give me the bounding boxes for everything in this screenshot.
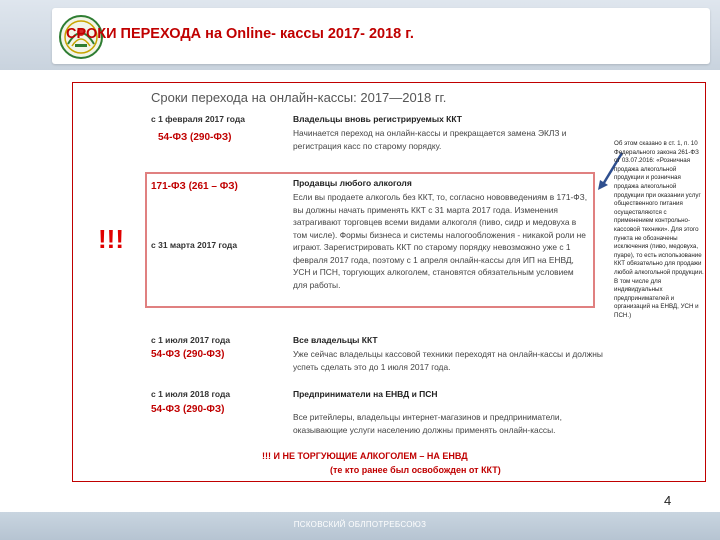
slide-title: СРОКИ ПЕРЕХОДА на Online- кассы 2017- 2018 г.: [66, 26, 414, 42]
row-body: Начинается переход на онлайн-кассы и прекращается замена ЭКЛЗ и регистрация касс по старому порядку.: [293, 128, 567, 151]
content-heading: Сроки перехода на онлайн-кассы: 2017—2018 гг.: [151, 90, 447, 105]
row-period: с 31 марта 2017 года: [151, 240, 238, 250]
row-head: Продавцы любого алкоголя: [293, 178, 412, 188]
row-law: 54-ФЗ (290-ФЗ): [151, 404, 225, 415]
row-period: с 1 февраля 2017 года: [151, 114, 245, 124]
footer-text: ПСКОВСКИЙ ОБЛПОТРЕБСОЮЗ: [293, 520, 427, 529]
row-body: Все ритейлеры, владельцы интернет-магазинов и предприниматели, оказывающие услуги населению должны применять онлайн-кассы.: [293, 412, 562, 435]
row-law: 171-ФЗ (261 – ФЗ): [151, 181, 238, 192]
row-period: с 1 июля 2018 года: [151, 389, 231, 399]
row-body: Уже сейчас владельцы кассовой техники переходят на онлайн-кассы и должны успеть сделать это до 1 июля 2017 года.: [293, 349, 603, 372]
row-head: Все владельцы ККТ: [293, 335, 378, 345]
row-body: Если вы продаете алкоголь без ККТ, то, согласно нововведениям в 171-ФЗ, вы должны начать применять ККТ с 31 марта 2017 года. Изменения затрагивают торговцев всеми видами алкоголя (пиво, сидр и медовуха в том числе). Формы бизнеса и системы налогообложения - никакой роли не играют. Зарегистрировать ККТ по старому порядку невозможно уже с 1 февраля 2017 года, поэтому с 1 апреля онлайн-кассы для ИП на ЕНВД, УСН и ПСН, торгующих алкоголем, становятся обязательным условием для работы.: [293, 192, 588, 290]
exclamation-mark: !!!: [98, 224, 124, 254]
row-head: Предприниматели на ЕНВД и ПСН: [293, 389, 438, 399]
row-law: 54-ФЗ (290-ФЗ): [151, 349, 225, 360]
bottom-note-line2: (те кто ранее был освобожден от ККТ): [330, 465, 501, 475]
header-card: [52, 8, 710, 64]
row-period: с 1 июля 2017 года: [151, 335, 231, 345]
row-law: 54-ФЗ (290-ФЗ): [158, 132, 232, 143]
row-head: Владельцы вновь регистрируемых ККТ: [293, 114, 462, 124]
page-number: 4: [664, 493, 672, 508]
bottom-note-line1: !!! И НЕ ТОРГУЮЩИЕ АЛКОГОЛЕМ – НА ЕНВД: [262, 451, 468, 461]
side-note: Об этом сказано в ст. 1, п. 10 Федерального закона 261-ФЗ от 03.07.2016: «Розничная продажа алкогольной продукции и розничная продажа алкогольной продукции при оказании услуг общественного питания осуществляются с применением контрольно-кассовой техники». Для этого пункта не обозначены исключения (пиво, медовуха, пуаре), то есть использование ККТ обязательно для продажи любой алкогольной продукции. В том числе для индивидуальных предпринимателей и организаций на ЕНВД, УСН и ПСН.): [614, 140, 704, 319]
